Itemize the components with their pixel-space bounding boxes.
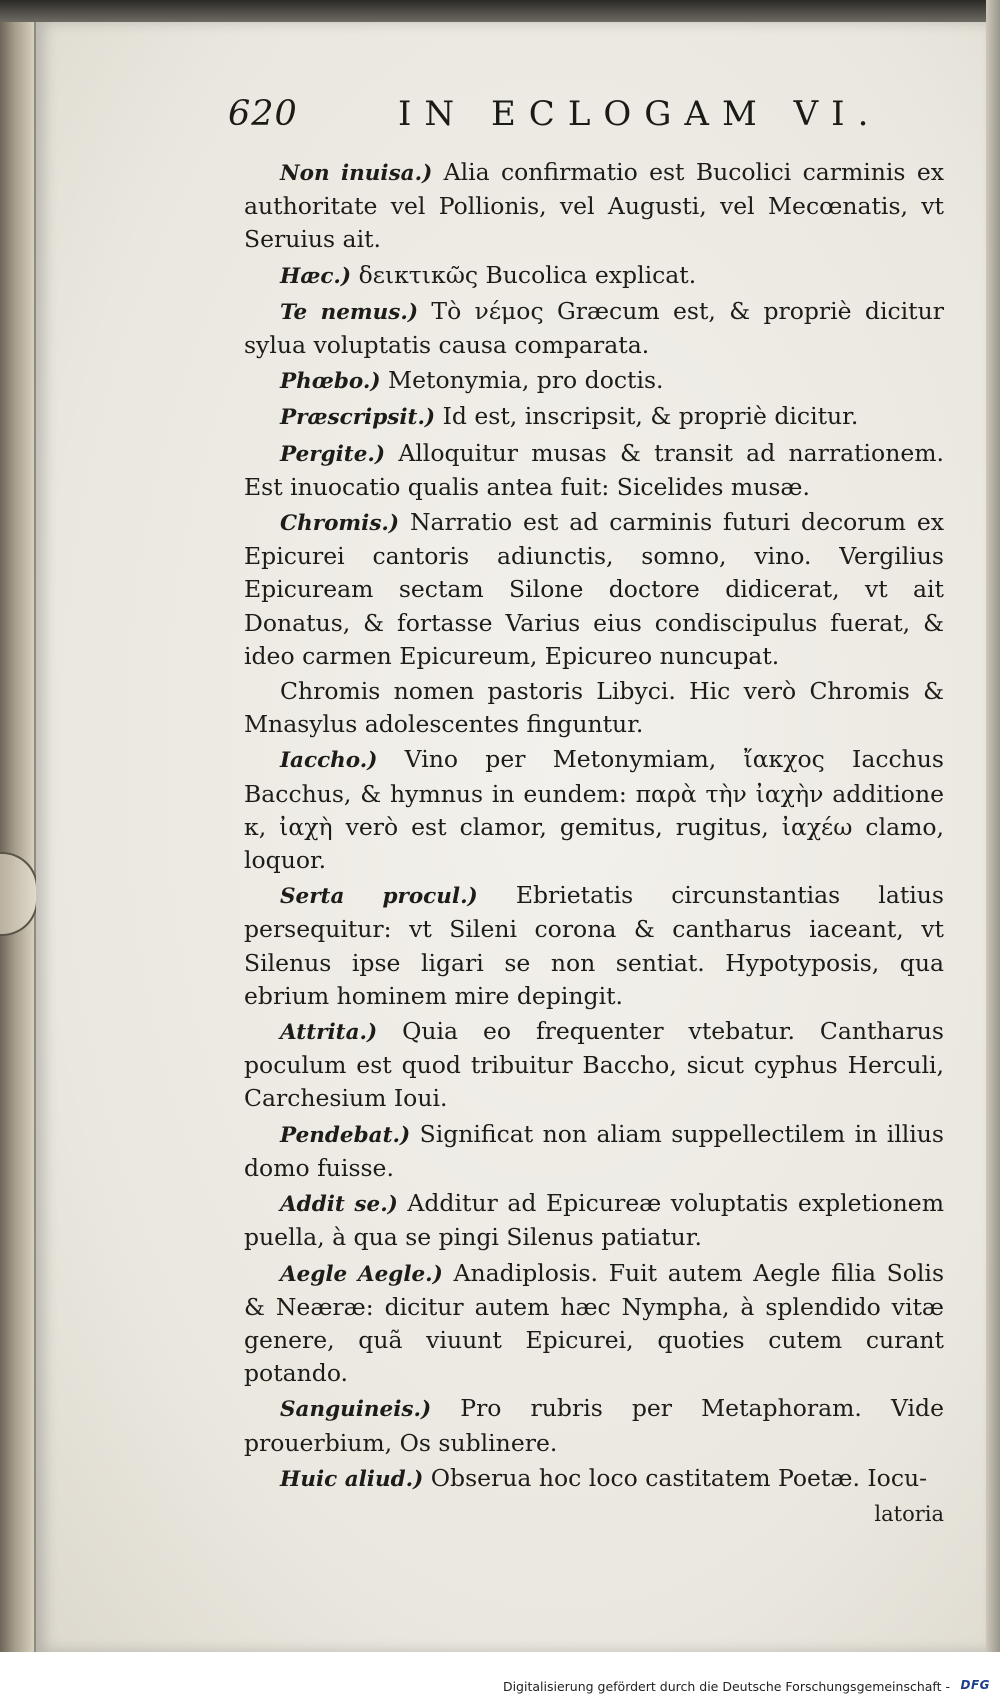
- commentary-entry: [244, 1187, 944, 1254]
- lemma: Sanguineis.): [280, 1397, 432, 1423]
- commentary-entry: [244, 259, 944, 293]
- lemma: Iaccho.): [280, 748, 378, 774]
- lemma: Præscripsit.): [280, 405, 436, 431]
- entry-text: Alloquitur musas & transit ad narrationem. Est inuocatio qualis antea fuit: Sicelides musæ.: [244, 438, 944, 501]
- page-number: 620: [228, 94, 298, 134]
- entry-text: Significat non aliam suppellectilem in illius domo fuisse.: [244, 1119, 944, 1182]
- lemma: Pergite.): [280, 441, 386, 467]
- lemma: Phœbo.): [280, 369, 381, 395]
- commentary-entry: [244, 675, 944, 741]
- entry-text: Pro rubris per Metaphoram. Vide prouerbium, Os sublinere.: [244, 1394, 944, 1457]
- commentary-entry: [244, 506, 944, 673]
- entry-text: Id est, inscripsit, & propriè dicitur.: [442, 402, 859, 431]
- entry-text: Alia confirmatio est Bucolici carminis ex authoritate vel Pollionis, vel Augusti, vel Mecœnatis, vt Seruius ait.: [244, 158, 944, 254]
- entry-text: Quia eo frequenter vtebatur. Cantharus poculum est quod tribuitur Baccho, sicut cyphus Herculi, Carchesium Ioui.: [244, 1017, 944, 1113]
- commentary-entry: [244, 156, 944, 257]
- lemma: Aegle Aegle.): [280, 1261, 443, 1287]
- commentary-entry: [244, 364, 944, 398]
- running-head: [228, 94, 948, 134]
- entry-text: Τὸ νέμος Græcum est, & propriè dicitur sylua voluptatis causa comparata.: [244, 296, 944, 360]
- catchword: latoria: [874, 1501, 944, 1526]
- commentary-entry: [244, 743, 944, 877]
- commentary-entry: [244, 879, 944, 1013]
- commentary-entry: [244, 1118, 944, 1185]
- lemma: Serta procul.): [280, 884, 478, 910]
- lemma: Addit se.): [280, 1192, 398, 1218]
- entry-text: δεικτικῶς Bucolica explicat.: [358, 260, 697, 289]
- commentary-entry: [244, 1015, 944, 1116]
- entry-text: Metonymia, pro doctis.: [388, 366, 664, 395]
- book-top-edge: [0, 0, 1000, 22]
- entry-text: Chromis nomen pastoris Libyci. Hic verò Chromis & Mnasylus adolescentes finguntur.: [244, 677, 944, 739]
- entry-text: Additur ad Epicureæ voluptatis expletionem puella, à qua se pingi Silenus patiatur.: [244, 1189, 944, 1252]
- lemma: Hæc.): [280, 263, 352, 289]
- commentary-text: [244, 156, 944, 1531]
- lemma: Te nemus.): [280, 299, 419, 325]
- commentary-entry: [244, 400, 944, 434]
- entry-text: Vino per Metonymiam, ἴακχος Iacchus Bacchus, & hymnus in eundem: παρὰ τὴν ἰαχὴν additione κ, ἰαχὴ verò est clamor, gemitus, rugitus, ἰαχέω clamo, loquor.: [244, 745, 944, 875]
- digitization-credit: Digitalisierung gefördert durch die Deutsche Forschungsgemeinschaft -: [502, 1679, 950, 1694]
- entry-text: Narratio est ad carminis futuri decorum ex Epicurei cantoris adiunctis, somno, vino. Vergilius Epicuream sectam Silone doctore didicerat, vt ait Donatus, & fortasse Varius eius condiscipulus fuerat, & ideo carmen Epicureum, Epicureo nuncupat.: [244, 508, 944, 670]
- entry-text: Anadiplosis. Fuit autem Aegle filia Solis & Neæræ: dicitur autem hæc Nympha, à splendido vitæ genere, quã viuunt Epicurei, quoties cutem curant potando.: [244, 1258, 944, 1388]
- dfg-logo: DFG: [960, 1678, 990, 1692]
- commentary-entry: [244, 1462, 944, 1496]
- lemma: Huic aliud.): [280, 1466, 424, 1492]
- book-binding: [0, 22, 34, 1652]
- commentary-entry: [244, 295, 944, 362]
- entry-text: Ebrietatis circunstantias latius persequitur: vt Sileni corona & cantharus iaceant, vt Silenus ipse ligari se non sentiat. Hypotyposis, qua ebrium hominem mire depingit.: [244, 881, 944, 1010]
- commentary-entry: [244, 1392, 944, 1459]
- lemma: Non inuisa.): [280, 161, 433, 186]
- lemma: Pendebat.): [280, 1122, 411, 1148]
- lemma: Attrita.): [280, 1020, 378, 1046]
- lemma: Chromis.): [280, 511, 400, 537]
- entry-text: Obserua hoc loco castitatem Poetæ. Iocu-: [430, 1463, 928, 1492]
- commentary-entry: [244, 1257, 944, 1391]
- book-right-edge: [986, 0, 1000, 1697]
- running-title: IN ECLOGAM VI.: [398, 94, 882, 134]
- commentary-entry: [244, 437, 944, 504]
